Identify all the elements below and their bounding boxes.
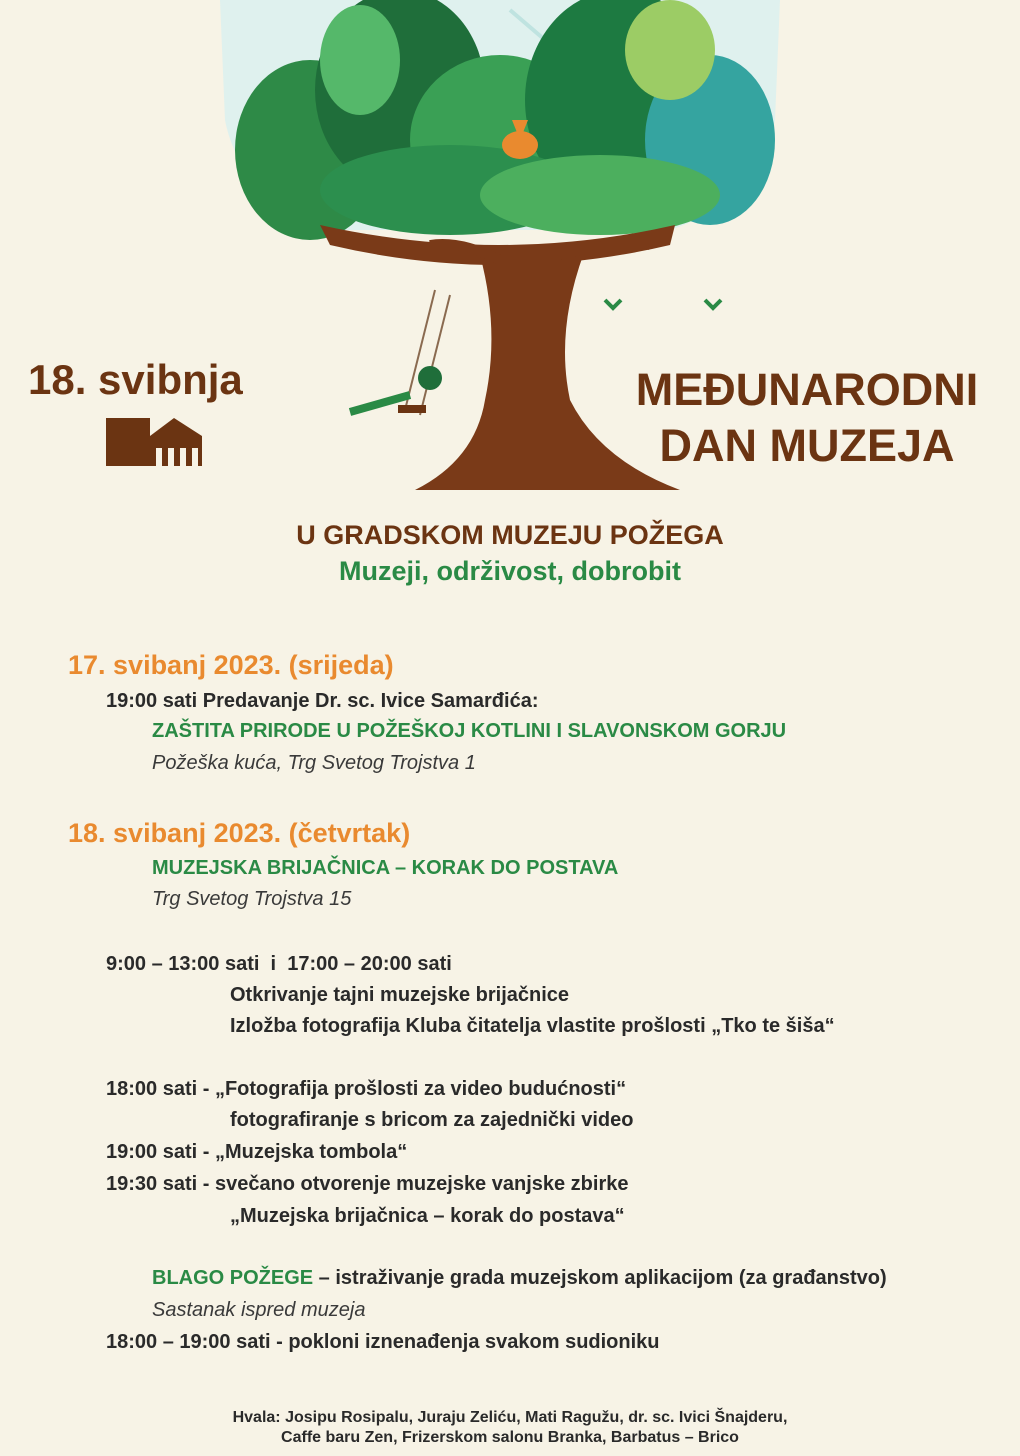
blago-text: – istraživanje grada muzejskom aplikacijom (za građanstvo)	[313, 1267, 887, 1289]
day2-exhibit-title: MUZEJSKA BRIJAČNICA – KORAK DO POSTAVA	[152, 857, 619, 879]
museum-location: U GRADSKOM MUZEJU POŽEGA	[296, 520, 724, 550]
day2-times-item2: Izložba fotografija Kluba čitatelja vlastite prošlosti „Tko te šiša“	[230, 1015, 835, 1037]
day2-event2-time: 19:00 sati -	[106, 1141, 215, 1163]
blago-title: BLAGO POŽEGE	[152, 1267, 314, 1289]
gift-info: 18:00 – 19:00 sati - pokloni iznenađenja svakom sudioniku	[106, 1331, 660, 1353]
museum-building-icon	[106, 418, 202, 466]
day2-event1-text: „Fotografija prošlosti za video budućnosti“	[214, 1078, 627, 1100]
day2-event3	[106, 1173, 629, 1196]
event-title	[612, 362, 1002, 474]
day1-lecture: 19:00 sati Predavanje Dr. sc. Ivice Samarđića:	[106, 690, 539, 712]
day2-event2-text: „Muzejska tombola“	[214, 1141, 408, 1163]
day2-event1-text2: fotografiranje s bricom za zajednički video	[230, 1109, 634, 1131]
day1-date: 17. svibanj 2023. (srijeda)	[68, 650, 394, 680]
day2-event1	[106, 1078, 626, 1101]
day1-lecture-title: ZAŠTITA PRIRODE U POŽEŠKOJ KOTLINI I SLAVONSKOM GORJU	[152, 720, 787, 742]
day2-event3-text2: „Muzejska brijačnica – korak do postava“	[230, 1205, 625, 1227]
thanks-line1: Hvala: Josipu Rosipalu, Juraju Zeliću, Mati Ragužu, dr. sc. Ivici Šnajderu,	[232, 1409, 788, 1426]
day2-event3-text: svečano otvorenje muzejske vanjske zbirke	[214, 1173, 629, 1195]
day2-event2	[106, 1141, 407, 1164]
day2-date: 18. svibanj 2023. (četvrtak)	[68, 818, 411, 848]
blago-location: Sastanak ispred muzeja	[152, 1299, 366, 1321]
day2-times-item1: Otkrivanje tajni muzejske brijačnice	[230, 984, 570, 1006]
blago-pozege	[152, 1267, 887, 1290]
event-date: 18. svibnja	[28, 356, 243, 403]
day2-exhibit-location: Trg Svetog Trojstva 15	[152, 888, 352, 910]
day2-event3-time: 19:30 sati -	[106, 1173, 215, 1195]
day2-event1-time: 18:00 sati -	[106, 1078, 215, 1100]
event-title-line2: DAN MUZEJA	[659, 420, 955, 471]
day2-opening-times: 9:00 – 13:00 sati i 17:00 – 20:00 sati	[106, 953, 452, 975]
day1-location: Požeška kuća, Trg Svetog Trojstva 1	[152, 752, 476, 774]
event-theme: Muzeji, održivost, dobrobit	[339, 556, 681, 586]
thanks-line2: Caffe baru Zen, Frizerskom salonu Branka, Barbatus – Brico	[281, 1429, 739, 1446]
event-title-line1: MEĐUNARODNI	[635, 364, 979, 415]
